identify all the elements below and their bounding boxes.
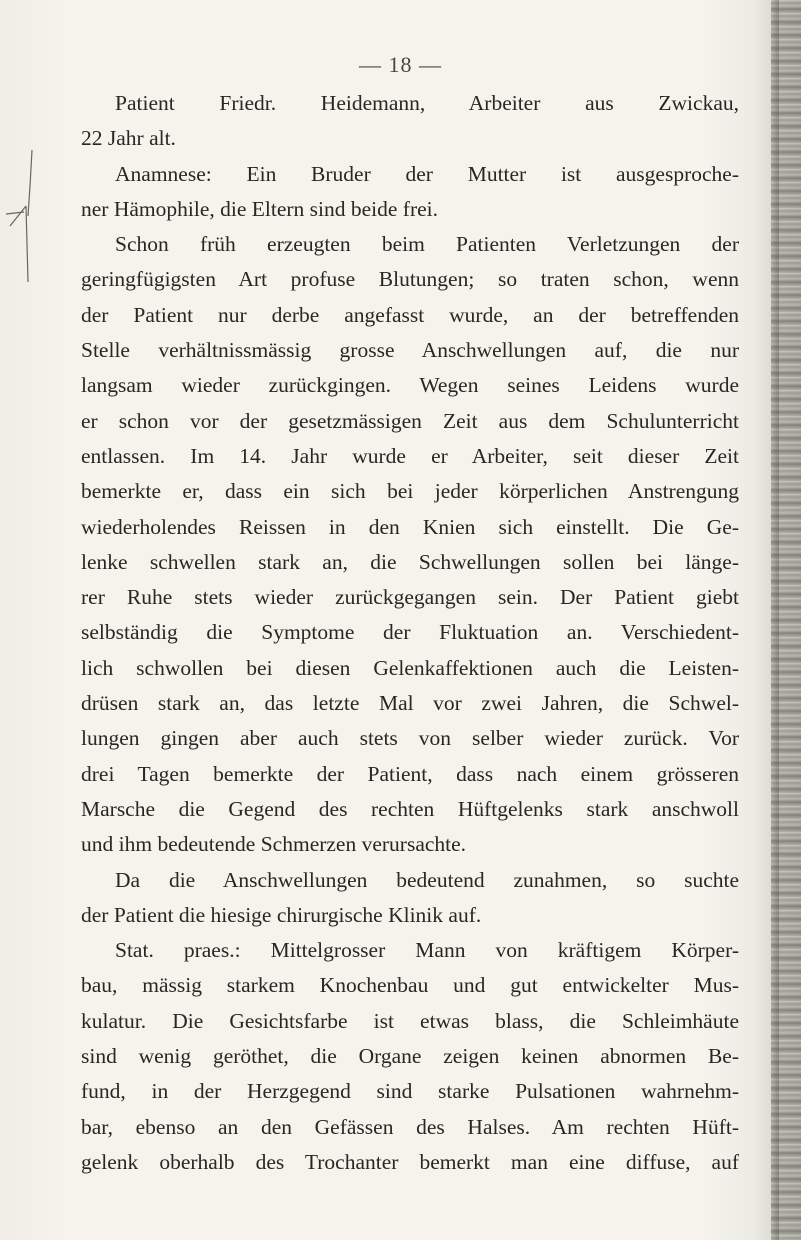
text-line: langsam wieder zurückgingen. Wegen seines Leidens wurde <box>81 373 739 398</box>
text-line: drei Tagen bemerkte der Patient, dass nach einem grösseren <box>81 761 739 786</box>
text-line: drüsen stark an, das letzte Mal vor zwei Jahren, die Schwel- <box>81 691 739 716</box>
text-line: ner Hämophile, die Eltern sind beide frei. <box>81 196 439 221</box>
text-line: gelenk oberhalb des Trochanter bemerkt man eine diffuse, auf <box>81 1149 739 1174</box>
text-line: Stelle verhältnissmässig grosse Anschwellungen auf, die nur <box>81 338 739 363</box>
text-line: lich schwollen bei diesen Gelenkaffektionen auch die Leisten- <box>81 655 739 680</box>
text-line: Stat. praes.: Mittelgrosser Mann von kräftigem Körper- <box>115 938 739 963</box>
text-line: Anamnese: Ein Bruder der Mutter ist ausgesproche- <box>115 161 739 186</box>
text-line: Marsche die Gegend des rechten Hüftgelenks stark anschwoll <box>81 796 739 821</box>
text-line: Patient Friedr. Heidemann, Arbeiter aus Zwickau, <box>115 91 739 115</box>
text-line: kulatur. Die Gesichtsfarbe ist etwas blass, die Schleimhäute <box>81 1008 739 1033</box>
page-edge-shadow <box>771 0 779 1240</box>
text-line: sind wenig geröthet, die Organe zeigen keinen abnormen Be- <box>81 1044 739 1069</box>
text-line: der Patient die hiesige chirurgische Klinik auf. <box>81 902 482 927</box>
text-line: lungen gingen aber auch stets von selber wieder zurück. Vor <box>81 726 739 751</box>
text-line: fund, in der Herzgegend sind starke Pulsationen wahrnehm- <box>81 1079 739 1104</box>
text-line: bemerkte er, dass ein sich bei jeder körperlichen Anstrengung <box>81 479 739 504</box>
margin-pencil-mark <box>2 146 38 286</box>
text-line: rer Ruhe stets wieder zurückgegangen sein. Der Patient giebt <box>81 585 739 610</box>
text-line: bau, mässig starkem Knochenbau und gut entwickelter Mus- <box>81 973 739 998</box>
body-text <box>81 86 739 1180</box>
text-line: selbständig die Symptome der Fluktuation an. Verschiedent- <box>81 620 739 645</box>
text-line: 22 Jahr alt. <box>81 126 176 151</box>
text-line: lenke schwellen stark an, die Schwellungen sollen bei länge- <box>81 549 739 574</box>
text-line: und ihm bedeutende Schmerzen verursachte. <box>81 832 467 857</box>
text-line: er schon vor der gesetzmässigen Zeit aus dem Schulunterricht <box>81 408 739 433</box>
text-line: der Patient nur derbe angefasst wurde, an der betreffenden <box>81 302 739 327</box>
text-line: entlassen. Im 14. Jahr wurde er Arbeiter, seit dieser Zeit <box>81 443 739 468</box>
text-line: Da die Anschwellungen bedeutend zunahmen, so suchte <box>115 867 739 892</box>
text-line: Schon früh erzeugten beim Patienten Verletzungen der <box>115 232 739 257</box>
text-line: geringfügigsten Art profuse Blutungen; so traten schon, wenn <box>81 267 739 292</box>
page-number: — 18 — <box>359 52 442 77</box>
text-line: wiederholendes Reissen in den Knien sich einstellt. Die Ge- <box>81 514 739 539</box>
text-line: bar, ebenso an den Gefässen des Halses. Am rechten Hüft- <box>81 1114 739 1139</box>
